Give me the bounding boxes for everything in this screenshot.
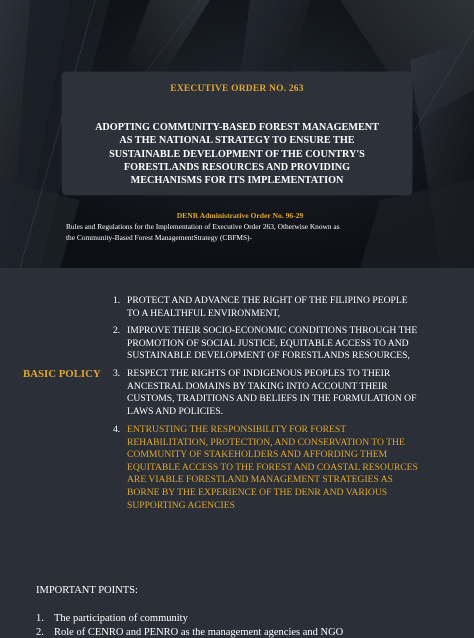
policy-line: IMPROVE THEIR SOCIO-ECONOMIC CONDITIONS THROUGH THE (127, 325, 418, 336)
executive-order-number: EXECUTIVE ORDER NO. 263 (170, 84, 304, 94)
policy-line: ENTRUSTING THE RESPONSIBILITY FOR FOREST (127, 424, 347, 435)
policy-line: SUSTAINABLE DEVELOPMENT OF FORESTLANDS RESOURCES, (127, 350, 410, 362)
title-line: MECHANISMS FOR ITS IMPLEMENTATION (130, 175, 344, 187)
policy-line: REHABILITATION, PROTECTION, AND CONSERVATION TO THE (127, 436, 405, 448)
policy-number: 1. (113, 295, 121, 306)
policy-line: PROTECT AND ADVANCE THE RIGHT OF THE FILIPINO PEOPLE (127, 295, 408, 306)
policy-text (127, 325, 453, 363)
policy-line: ARE VIABLE FORESTLAND MANAGEMENT STRATEGIES AS (127, 474, 393, 486)
policy-number: 4. (113, 424, 121, 435)
policy-text (127, 368, 453, 418)
policy-item (113, 368, 453, 418)
title-line: AS THE NATIONAL STRATEGY TO ENSURE THE (119, 135, 355, 147)
policy-line: CUSTOMS, TRADITIONS AND BELIEFS IN THE FORMULATION OF (127, 393, 417, 405)
policy-line: BORNE BY THE EXPERIENCE OF THE DENR AND VARIOUS (127, 486, 388, 498)
policy-item (113, 325, 453, 363)
important-points-heading: IMPORTANT POINTS: (36, 585, 138, 596)
important-point-number: 1. (36, 613, 44, 624)
denr-order-heading: DENR Administrative Order No. 96-29 (176, 211, 304, 220)
title-box (62, 72, 412, 195)
policy-item-highlighted (113, 424, 453, 512)
policy-line: RESPECT THE RIGHTS OF INDIGENOUS PEOPLES TO THEIR (127, 368, 391, 379)
policy-number: 2. (113, 325, 121, 336)
policy-line: COMMUNITY OF STAKEHOLDERS AND AFFORDING THEM (127, 449, 388, 461)
policy-line: ANCESTRAL DOMAINS BY TAKING INTO ACCOUNT THEIR (127, 380, 388, 392)
policy-line: EQUITABLE ACCESS TO THE FOREST AND COASTAL RESOURCES (127, 461, 418, 473)
policy-line: PROMOTION OF SOCIAL JUSTICE, EQUITABLE ACCESS TO AND (127, 337, 409, 349)
policy-line: TO A HEALTHFUL ENVIRONMENT, (127, 307, 280, 319)
important-point-item (36, 627, 343, 638)
title-line: ADOPTING COMMUNITY-BASED FOREST MANAGEMENT (95, 122, 379, 133)
policy-number: 3. (113, 368, 121, 379)
important-point-text: The participation of community (54, 613, 188, 624)
policy-text (127, 295, 453, 320)
important-point-text: Role of CENRO and PENRO as the management agencies and NGO (54, 627, 344, 638)
header-hero (0, 0, 474, 268)
denr-order-description (66, 222, 406, 243)
title-line: SUSTAINABLE DEVELOPMENT OF THE COUNTRY'S (109, 148, 365, 160)
policy-text (127, 424, 453, 512)
executive-order-title (68, 121, 406, 187)
policy-line: SUPPORTING AGENCIES (127, 499, 235, 511)
important-point-number: 2. (36, 627, 44, 638)
basic-policy-label: BASIC POLICY (23, 368, 101, 380)
important-point-item (36, 613, 188, 624)
policy-line: LAWS AND POLICIES. (127, 405, 223, 417)
description-line: the Community-Based Forest ManagementStrategy (CBFMS)- (66, 232, 252, 242)
policy-item (113, 295, 453, 320)
description-line: Rules and Regulations for the Implementation of Executive Order 263, Otherwise Known as (66, 222, 340, 231)
title-line: FORESTLANDS RESOURCES AND PROVIDING (123, 161, 351, 173)
